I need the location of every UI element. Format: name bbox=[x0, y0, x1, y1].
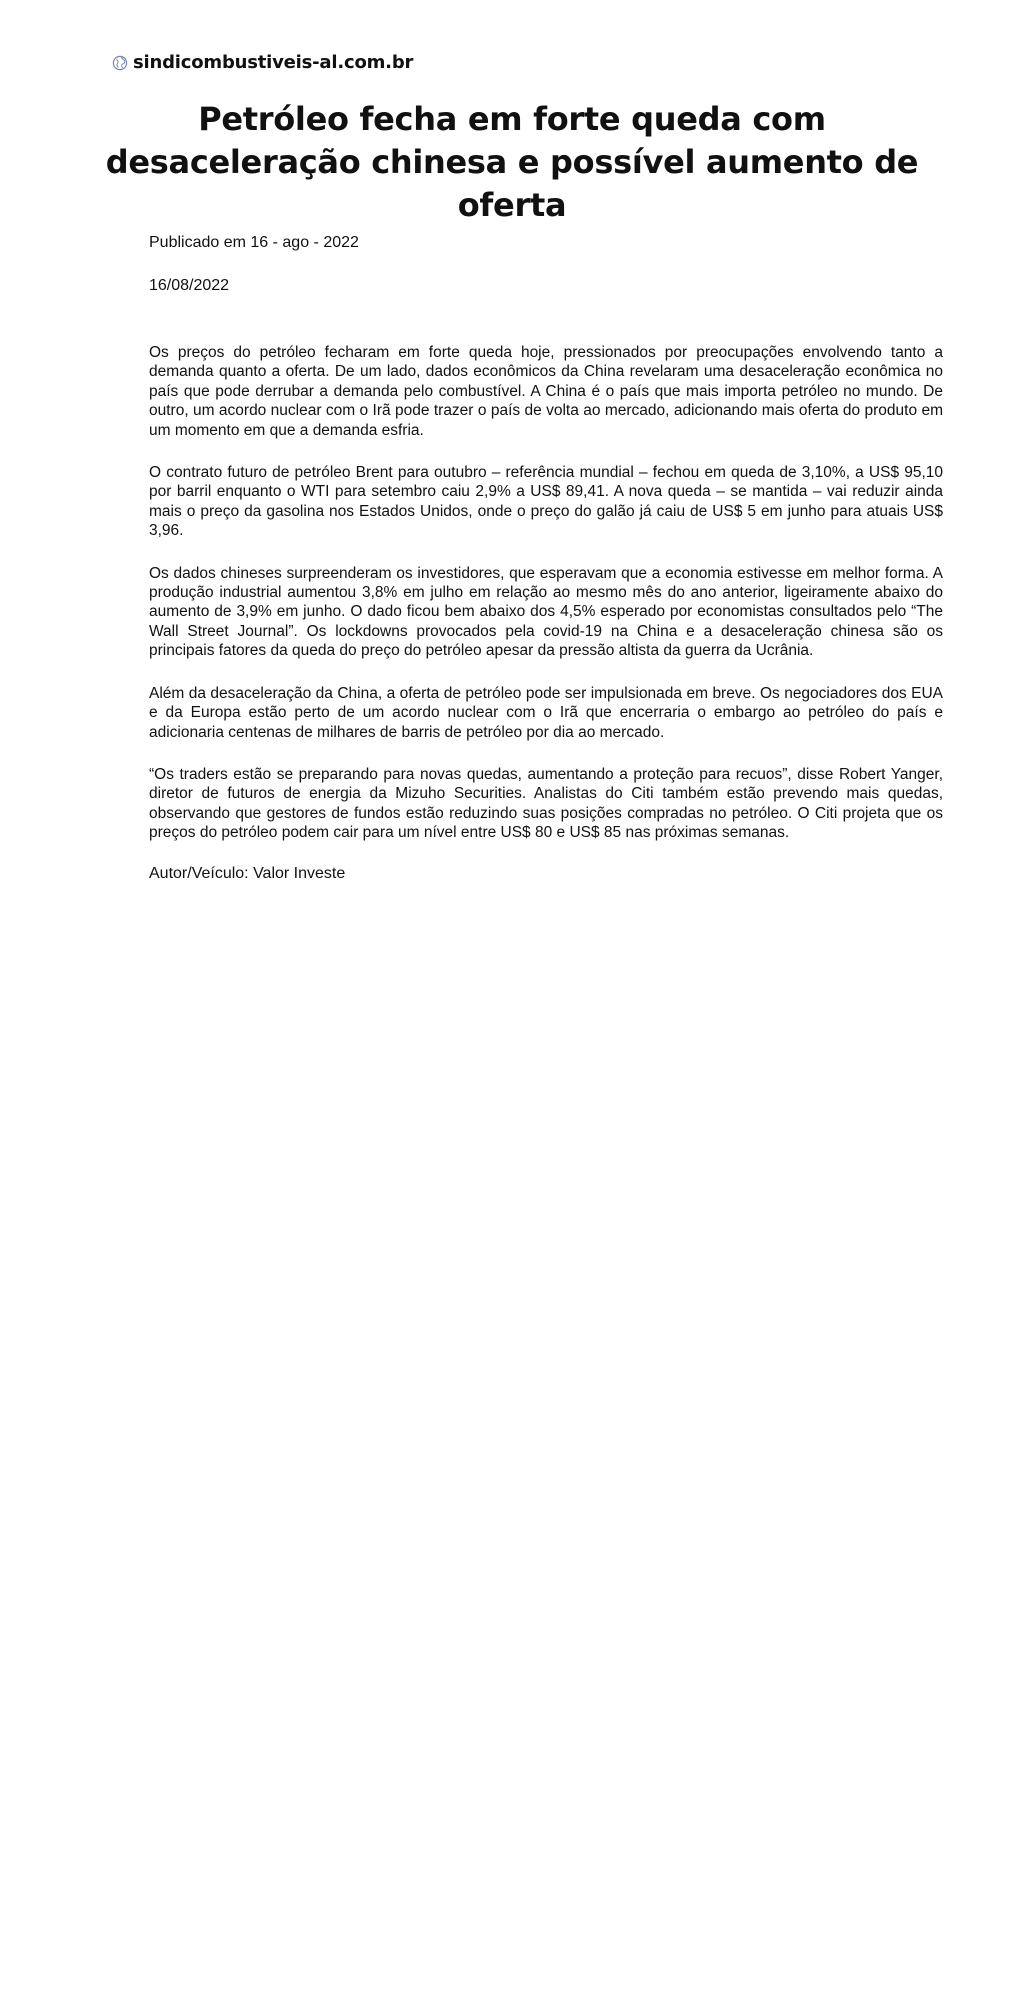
article-body bbox=[149, 343, 943, 866]
article-author: Autor/Veículo: Valor Investe bbox=[149, 865, 346, 882]
article-date: 16/08/2022 bbox=[149, 277, 230, 294]
article-paragraph: O contrato futuro de petróleo Brent para outubro – referência mundial – fechou em queda de 3,10%, a US$ 95,10 por barril enquanto o WTI para setembro caiu 2,9% a US$ 89,41. A nova queda – se mantida – vai reduzir ainda mais o preço da gasolina nos Estados Unidos, onde o preço do galão já caiu de US$ 5 em junho para atuais US$ 3,96. bbox=[149, 464, 943, 540]
site-header bbox=[112, 52, 413, 73]
published-date: Publicado em 16 - ago - 2022 bbox=[149, 234, 359, 251]
globe-icon bbox=[112, 55, 128, 71]
article-paragraph: Os dados chineses surpreenderam os investidores, que esperavam que a economia estivesse em melhor forma. A produção industrial aumentou 3,8% em julho em relação ao mesmo mês do ano anterior, ligeiramente abaixo do aumento de 3,9% em junho. O dado ficou bem abaixo dos 4,5% esperado por economistas consultados pelo “The Wall Street Journal”. Os lockdowns provocados pela covid-19 na China e a desaceleração chinesa são os principais fatores da queda do preço do petróleo apesar da pressão altista da guerra da Ucrânia. bbox=[149, 564, 943, 660]
article-title: Petróleo fecha em forte queda com desaceleração chinesa e possível aumento de oferta bbox=[105, 100, 919, 224]
article-paragraph: Os preços do petróleo fecharam em forte queda hoje, pressionados por preocupações envolvendo tanto a demanda quanto a oferta. De um lado, dados econômicos da China revelaram uma desaceleração econômica no país que pode derrubar a demanda pelo combustível. A China é o país que mais importa petróleo no mundo. De outro, um acordo nuclear com o Irã pode trazer o país de volta ao mercado, adicionando mais oferta do produto em um momento em que a demanda esfria. bbox=[149, 344, 943, 439]
article-paragraph: Além da desaceleração da China, a oferta de petróleo pode ser impulsionada em breve. Os negociadores dos EUA e da Europa estão perto de um acordo nuclear com o Irã que encerraria o embargo ao petróleo do país e adicionaria centenas de milhares de barris de petróleo por dia ao mercado. bbox=[149, 684, 943, 741]
site-name[interactable]: sindicombustiveis-al.com.br bbox=[133, 52, 414, 73]
article-paragraph: “Os traders estão se preparando para novas quedas, aumentando a proteção para recuos”, disse Robert Yanger, diretor de futuros de energia da Mizuho Securities. Analistas do Citi também estão prevendo mais quedas, observando que gestores de fundos estão reduzindo suas posições compradas no petróleo. O Citi projeta que os preços do petróleo podem cair para um nível entre US$ 80 e US$ 85 nas próximas semanas. bbox=[149, 765, 943, 842]
